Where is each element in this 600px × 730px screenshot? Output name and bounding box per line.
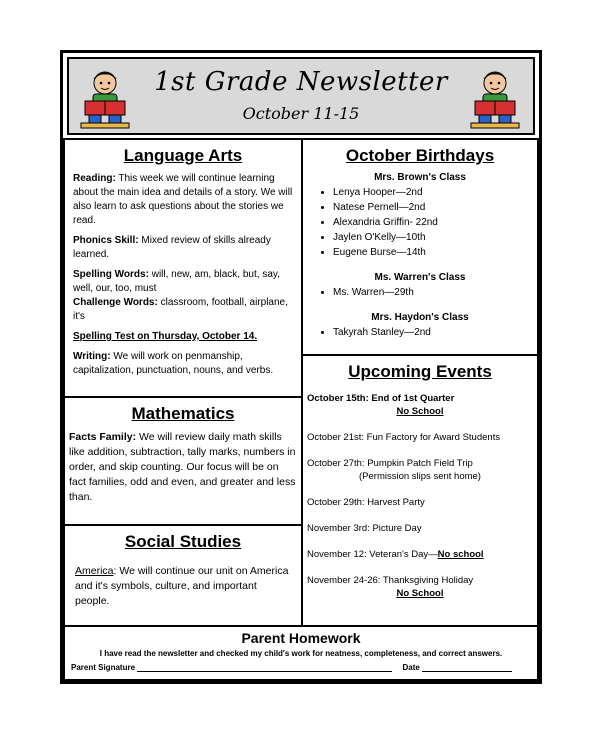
event-permission-note: (Permission slips sent home) [359,471,481,482]
event-picture-day: November 3rd: Picture Day [307,523,422,534]
writing-text: We will work on penmanship, capitalization, punctuation, nouns, and verbs. [73,351,274,376]
event-fun-factory: October 21st: Fun Factory for Award Students [307,432,501,443]
parent-statement: I have read the newsletter and checked my child's work for neatness, completeness, and correct answers. [99,649,503,658]
language-arts-section [63,138,303,398]
reading-label: Reading: [73,173,116,184]
event-thanksgiving: November 24-26: Thanksgiving Holiday [307,575,474,586]
phonics-label: Phonics Skill: [73,235,139,246]
events-title: Upcoming Events [348,362,492,381]
birthdays-title: October Birthdays [345,146,495,165]
list-item: • Lenya Hooper—2nd [333,185,531,200]
writing-label: Writing: [73,351,111,362]
birthdays-section [301,138,539,356]
america-label: America [75,565,114,577]
birthday-list [333,325,531,340]
reading-kid-icon [469,65,521,129]
event-thanksgiving-no-school: No School [396,588,444,599]
event-quarter-end: October 15th: End of 1st Quarter [307,393,455,404]
list-item: • Takyrah Stanley—2nd [333,325,531,340]
list-item: • Jaylen O'Kelly—10th [333,230,531,245]
date-line[interactable] [422,663,512,672]
birthday-list [333,185,531,260]
signature-label: Parent Signature [71,663,136,672]
newsletter-page [60,50,542,684]
america-text: : We will continue our unit on America and it's symbols, culture, and important people. [75,565,289,607]
social-studies-title: Social Studies [124,532,242,551]
spelling-test-note: Spelling Test on Thursday, October 14. [73,331,258,342]
challenge-text: classroom, football, airplane, it's [73,297,288,322]
newsletter-dates: October 11-15 [242,104,360,123]
phonics-text: Mixed review of skills already learned. [73,235,271,260]
parent-homework-title: Parent Homework [241,630,361,646]
language-arts-title: Language Arts [123,146,243,165]
class-name: Mrs. Brown's Class [374,172,466,183]
newsletter-header [67,57,535,135]
social-studies-section [63,524,303,627]
class-name: Ms. Warren's Class [374,272,466,283]
birthday-list [333,285,531,300]
reading-text: This week we will continue learning about the main idea and details of a story. We will also learn to ask questions about the stories we read. [73,173,293,226]
facts-family-label: Facts Family: [69,431,137,443]
list-item: • Alexandria Griffin- 22nd [333,215,531,230]
events-section [301,354,539,627]
date-label: Date [402,663,420,672]
newsletter-title: 1st Grade Newsletter [154,67,448,97]
event-veterans-day: November 12: Veteran's Day— [307,549,438,560]
class-name: Mrs. Haydon's Class [371,312,469,323]
spelling-label: Spelling Words: [73,269,149,280]
list-item: • Natese Pernell—2nd [333,200,531,215]
list-item: • Ms. Warren—29th [333,285,531,300]
mathematics-section [63,396,303,526]
event-field-trip: October 27th: Pumpkin Patch Field Trip [307,458,473,469]
challenge-label: Challenge Words: [73,297,158,308]
event-harvest-party: October 29th: Harvest Party [307,497,425,508]
signature-line[interactable] [137,663,392,672]
facts-family-text: We will review daily math skills like addition, subtraction, tally marks, numbers in order, and skip counting. Our focus will be on fact families, odd and even, and greater and less than. [69,431,296,503]
list-item: • Eugene Burse—14th [333,245,531,260]
parent-homework-section [63,625,539,681]
event-veterans-no-school: No school [437,549,484,560]
spelling-text: will, new, am, black, but, say, well, our, too, must [73,269,280,294]
mathematics-title: Mathematics [131,404,235,423]
event-no-school: No School [396,406,444,417]
